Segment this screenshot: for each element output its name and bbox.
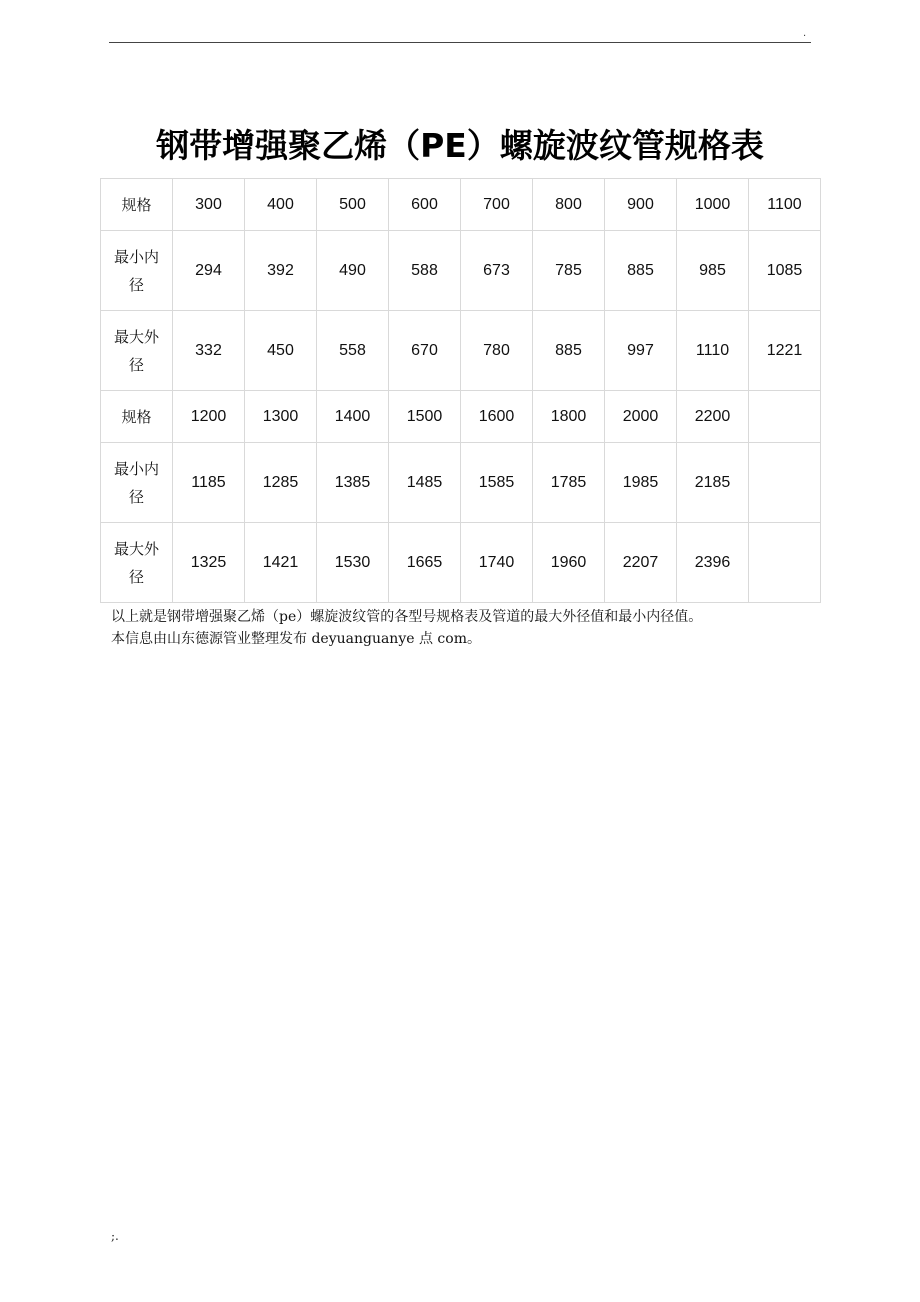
table-cell: 1665 [389, 523, 461, 603]
table-cell [749, 523, 821, 603]
caption-line-2: 本信息由山东德源管业整理发布 deyuanguanye 点 com。 [111, 631, 481, 647]
table-cell: 1960 [533, 523, 605, 603]
table-cell: 1800 [533, 391, 605, 443]
table-cell: 1221 [749, 311, 821, 391]
table-cell: 800 [533, 179, 605, 231]
table-cell: 500 [317, 179, 389, 231]
table-cell: 1585 [461, 443, 533, 523]
table-cell: 780 [461, 311, 533, 391]
table-cell: 670 [389, 311, 461, 391]
row-label-min-inner: 最小内径 [101, 443, 173, 523]
table-cell: 785 [533, 231, 605, 311]
table-cell [749, 391, 821, 443]
spec-table-2 [100, 390, 821, 603]
row-label-max-outer: 最大外径 [101, 523, 173, 603]
table-cell: 1785 [533, 443, 605, 523]
table-row-min-inner [101, 231, 821, 311]
table-row-spec [101, 179, 821, 231]
table-cell: 450 [245, 311, 317, 391]
table-cell: 673 [461, 231, 533, 311]
table-cell: 294 [173, 231, 245, 311]
table-cell: 1000 [677, 179, 749, 231]
table-cell: 1300 [245, 391, 317, 443]
row-label-spec: 规格 [101, 391, 173, 443]
table-cell: 700 [461, 179, 533, 231]
spec-table-1 [100, 178, 821, 391]
table-cell: 392 [245, 231, 317, 311]
table-cell: 1100 [749, 179, 821, 231]
footer-mark: ;. [111, 1229, 119, 1243]
table-cell: 885 [533, 311, 605, 391]
table-cell: 2207 [605, 523, 677, 603]
table-cell: 332 [173, 311, 245, 391]
table-cell: 1500 [389, 391, 461, 443]
table-cell: 558 [317, 311, 389, 391]
table-cell: 2200 [677, 391, 749, 443]
table-row-spec [101, 391, 821, 443]
table-cell: 1400 [317, 391, 389, 443]
table-cell: 1285 [245, 443, 317, 523]
table-cell: 300 [173, 179, 245, 231]
table-row-min-inner [101, 443, 821, 523]
table-cell: 1085 [749, 231, 821, 311]
row-label-max-outer: 最大外径 [101, 311, 173, 391]
table-cell: 900 [605, 179, 677, 231]
table-cell: 1485 [389, 443, 461, 523]
table-cell: 1421 [245, 523, 317, 603]
table-cell: 1530 [317, 523, 389, 603]
table-cell: 400 [245, 179, 317, 231]
table-row-max-outer [101, 523, 821, 603]
table-cell: 1600 [461, 391, 533, 443]
table-cell: 588 [389, 231, 461, 311]
table-cell: 1325 [173, 523, 245, 603]
table-cell: 1110 [677, 311, 749, 391]
table-cell: 2000 [605, 391, 677, 443]
table-cell: 885 [605, 231, 677, 311]
table-cell [749, 443, 821, 523]
header-mark: . [803, 28, 807, 39]
table-cell: 1985 [605, 443, 677, 523]
table-cell: 600 [389, 179, 461, 231]
caption-line-1: 以上就是钢带增强聚乙烯（pe）螺旋波纹管的各型号规格表及管道的最大外径值和最小内径值。 [111, 609, 703, 625]
row-label-spec: 规格 [101, 179, 173, 231]
row-label-min-inner: 最小内径 [101, 231, 173, 311]
table-cell: 2185 [677, 443, 749, 523]
header-rule [109, 42, 811, 43]
table-cell: 1740 [461, 523, 533, 603]
table-cell: 985 [677, 231, 749, 311]
table-cell: 1185 [173, 443, 245, 523]
table-cell: 1385 [317, 443, 389, 523]
page-title: 钢带增强聚乙烯（PE）螺旋波纹管规格表 [156, 126, 764, 165]
table-cell: 2396 [677, 523, 749, 603]
table-cell: 1200 [173, 391, 245, 443]
table-row-max-outer [101, 311, 821, 391]
table-cell: 490 [317, 231, 389, 311]
table-cell: 997 [605, 311, 677, 391]
